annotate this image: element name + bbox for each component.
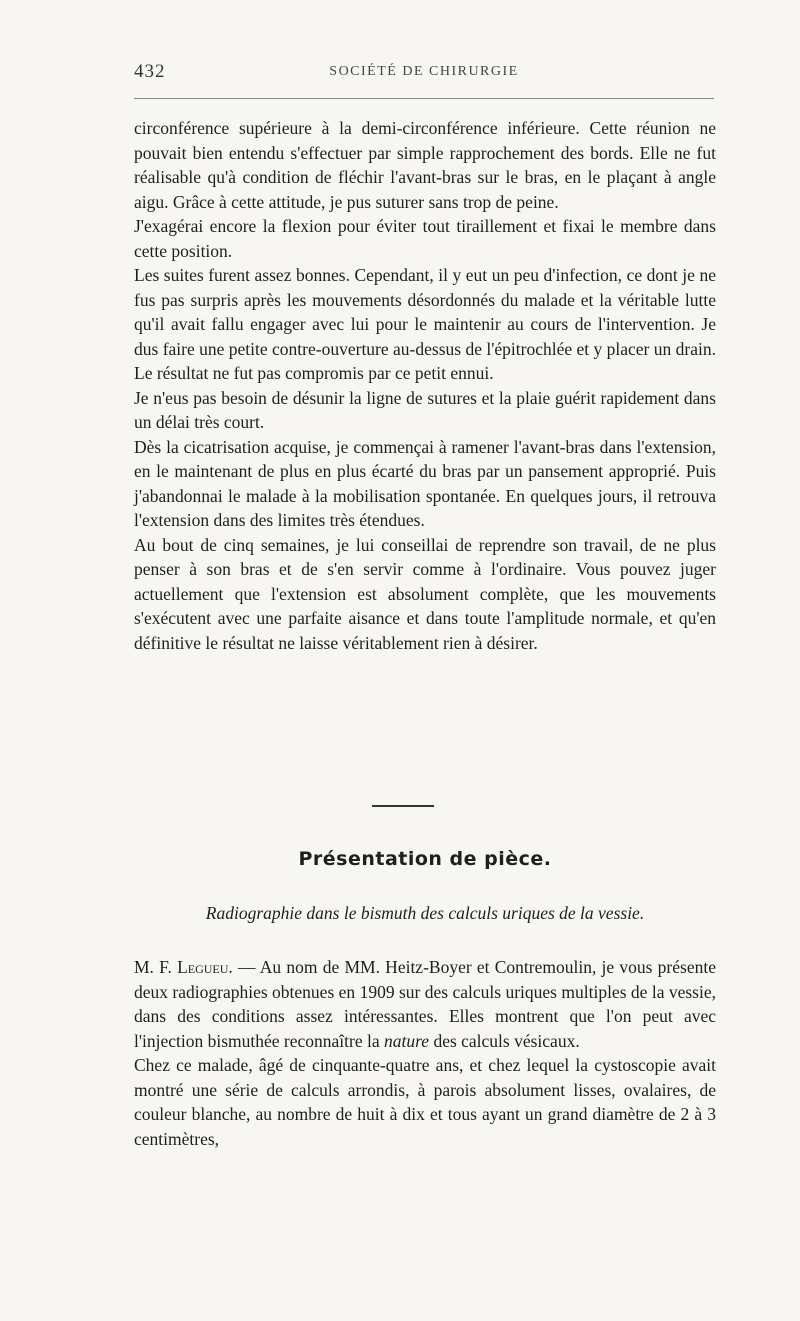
paragraph — [134, 955, 716, 1053]
body-text-2 — [134, 955, 716, 1151]
paragraph: Chez ce malade, âgé de cinquante-quatre ans, et chez lequel la cystoscopie avait montré une série de calculs arrondis, à parois absolument lisses, ovalaires, de couleur blanche, au nombre de huit à dix et tous ayant un grand diamètre de 2 à 3 centimètres, — [134, 1055, 716, 1149]
page-number: 432 — [134, 61, 166, 82]
author-name: M. F. Legueu. — [134, 957, 233, 977]
section-subtitle: Radiographie dans le bismuth des calculs uriques de la vessie. — [205, 903, 645, 923]
paragraph: Les suites furent assez bonnes. Cependant, il y eut un peu d'infection, ce dont je ne fus pas surpris après les mouvements désordonnés du malade et la véritable lutte qu'il avait fallu engager avec lui pour le maintenir au cours de l'intervention. Je dus faire une petite contre-ouverture au-dessus de l'épitrochlée et y placer un drain. Le résultat ne fut pas compromis par ce petit ennui. — [134, 265, 716, 383]
paragraph-text: — Au nom de MM. Heitz-Boyer et Contremoulin, je vous présente deux radiographies obtenues en 1909 sur des calculs uriques multiples de la vessie, dans des conditions assez intéressantes. Elles montrent que l'on peut avec l'injection bismuthée reconnaître la — [134, 957, 716, 1051]
header-rule — [134, 98, 714, 99]
running-title: SOCIÉTÉ DE CHIRURGIE — [329, 64, 519, 79]
paragraph: Dès la cicatrisation acquise, je commençai à ramener l'avant-bras dans l'extension, en le maintenant de plus en plus écarté du bras par un pansement approprié. Puis j'abandonnai le malade à la mobilisation spontanée. En quelques jours, il retrouva l'extension dans des limites très étendues. — [134, 436, 716, 530]
body-text — [134, 116, 716, 655]
paragraph: Je n'eus pas besoin de désunir la ligne de sutures et la plaie guérit rapidement dans un délai très court. — [134, 387, 716, 432]
paragraph: J'exagérai encore la flexion pour éviter tout tiraillement et fixai le membre dans cette position. — [134, 216, 716, 261]
section-divider — [372, 805, 434, 807]
section-heading: Présentation de pièce. — [298, 848, 552, 870]
paragraph: Au bout de cinq semaines, je lui conseillai de reprendre son travail, de ne plus penser à son bras et de s'en servir comme à l'ordinaire. Vous pouvez juger actuellement que l'extension est absolument complète, que les mouvements s'exécutent avec une parfaite aisance et dans toute l'amplitude normale, et qu'en définitive le résultat ne laisse véritablement rien à désirer. — [134, 534, 716, 653]
emphasis: nature — [384, 1030, 430, 1051]
paragraph: circonférence supérieure à la demi-circonférence inférieure. Cette réunion ne pouvait bien entendu s'effectuer par simple rapprochement des bords. Elle ne fut réalisable qu'à condition de fléchir l'avant-bras sur le bras, en le plaçant à angle aigu. Grâce à cette attitude, je pus suturer sans trop de peine. — [134, 118, 716, 212]
page-header — [134, 58, 714, 84]
paragraph-text: des calculs vésicaux. — [429, 1030, 580, 1051]
